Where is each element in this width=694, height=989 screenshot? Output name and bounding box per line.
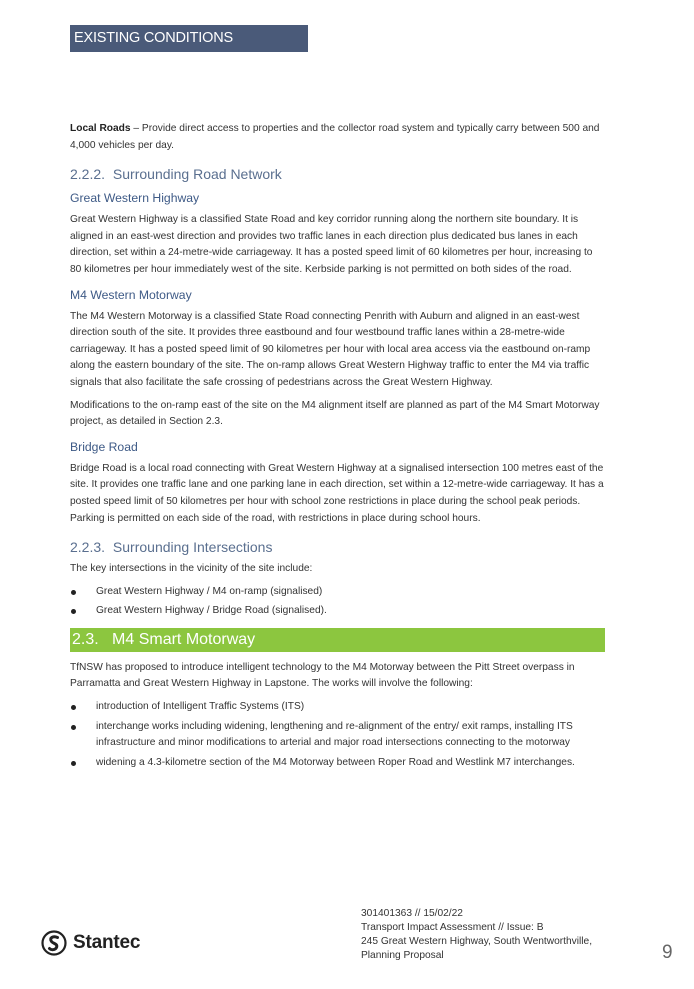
list-item: Great Western Highway / M4 on-ramp (signalised): [70, 584, 605, 601]
local-roads-paragraph: [70, 121, 605, 154]
section-header-bar: [70, 25, 308, 52]
subheading-bridge-road: Bridge Road: [70, 439, 138, 454]
m4-paragraph-2: Modifications to the on-ramp east of the site on the M4 alignment itself are planned as part of the M4 Smart Motorway project, as detailed in Section 2.3.: [70, 399, 600, 428]
footer-line: Transport Impact Assessment // Issue: B: [361, 922, 544, 933]
heading-2-2-3: [70, 537, 605, 557]
page-number: 9: [662, 942, 673, 963]
heading-2-3-bar: [70, 628, 605, 652]
heading-number: 2.2.2.: [70, 166, 106, 183]
intersections-list: [70, 584, 605, 620]
list-item: interchange works including widening, lengthening and re-alignment of the entry/ exit ramps, installing ITS infrastructure and minor modifications to arterial and major road intersections connecting to the motorway: [70, 719, 605, 752]
section-header-label: EXISTING CONDITIONS: [74, 30, 233, 46]
bridge-road-paragraph: Bridge Road is a local road connecting with Great Western Highway at a signalised intersection 100 metres east of the site. It provides one traffic lane and one parking lane in each direction, set within a 12-metre-wide carriageway. It has a posted speed limit of 50 kilometres per hour with school zone restrictions in place during the school peak periods. Parking is permitted on each side of the road, with restrictions in place during school hours.: [70, 462, 604, 524]
footer-line: 301401363 // 15/02/22: [361, 908, 463, 919]
list-item: widening a 4.3-kilometre section of the M4 Motorway between Roper Road and Westlink M7 interchanges.: [70, 755, 605, 772]
heading-2-2-2: [70, 164, 605, 184]
footer-line: 245 Great Western Highway, South Wentworthville,: [361, 936, 593, 947]
local-roads-text: – Provide direct access to properties and the collector road system and typically carry between 500 and 4,000 vehicles per day.: [70, 123, 600, 151]
footer-line: Planning Proposal: [361, 950, 444, 961]
local-roads-term: Local Roads: [70, 123, 131, 134]
intersections-intro: The key intersections in the vicinity of the site include:: [70, 563, 313, 575]
logo-wordmark: Stantec: [73, 932, 141, 953]
stantec-logo-icon: [41, 930, 67, 956]
heading-title: M4 Smart Motorway: [112, 630, 256, 648]
gwh-paragraph: Great Western Highway is a classified State Road and key corridor running along the northern site boundary. It is aligned in an east-west direction and provides two traffic lanes in each direction plus dedicated bus lanes in each direction, set within a 24-metre-wide carriageway. It has a posted speed limit of 60 kilometres per hour, increasing to 80 kilometres per hour immediately west of the site. Kerbside parking is not permitted on both sides of the road.: [70, 214, 593, 275]
list-item: introduction of Intelligent Traffic Systems (ITS): [70, 699, 605, 716]
heading-number: 2.3.: [72, 630, 99, 648]
smart-motorway-list: [70, 699, 605, 771]
m4-paragraph-1: The M4 Western Motorway is a classified State Road connecting Penrith with Auburn and aligned in an east-west direction south of the site. It provides three eastbound and four westbound traffic lanes within a 28-metre-wide carriageway. It has a posted speed limit of 90 kilometres per hour with local area access via the eastbound on-ramp along the eastern boundary of the site. The on-ramp allows Great Western Highway traffic to enter the M4 via traffic signals that also facilitate the safe crossing of pedestrians across the Great Western Highway.: [70, 310, 591, 388]
heading-title: Surrounding Intersections: [112, 539, 273, 556]
list-item: Great Western Highway / Bridge Road (signalised).: [70, 603, 605, 620]
heading-title: Surrounding Road Network: [112, 166, 282, 183]
subheading-m4-western-motorway: M4 Western Motorway: [70, 287, 192, 302]
heading-number: 2.2.3.: [70, 539, 106, 556]
page-content: [70, 121, 605, 777]
smart-motorway-intro: TfNSW has proposed to introduce intelligent technology to the M4 Motorway between the Pitt Street overpass in Parramatta and Great Western Highway in Lapstone. The works will involve the following:: [70, 661, 575, 690]
footer-info: [361, 907, 631, 963]
stantec-logo: [41, 929, 151, 957]
subheading-great-western-highway: Great Western Highway: [70, 191, 200, 206]
